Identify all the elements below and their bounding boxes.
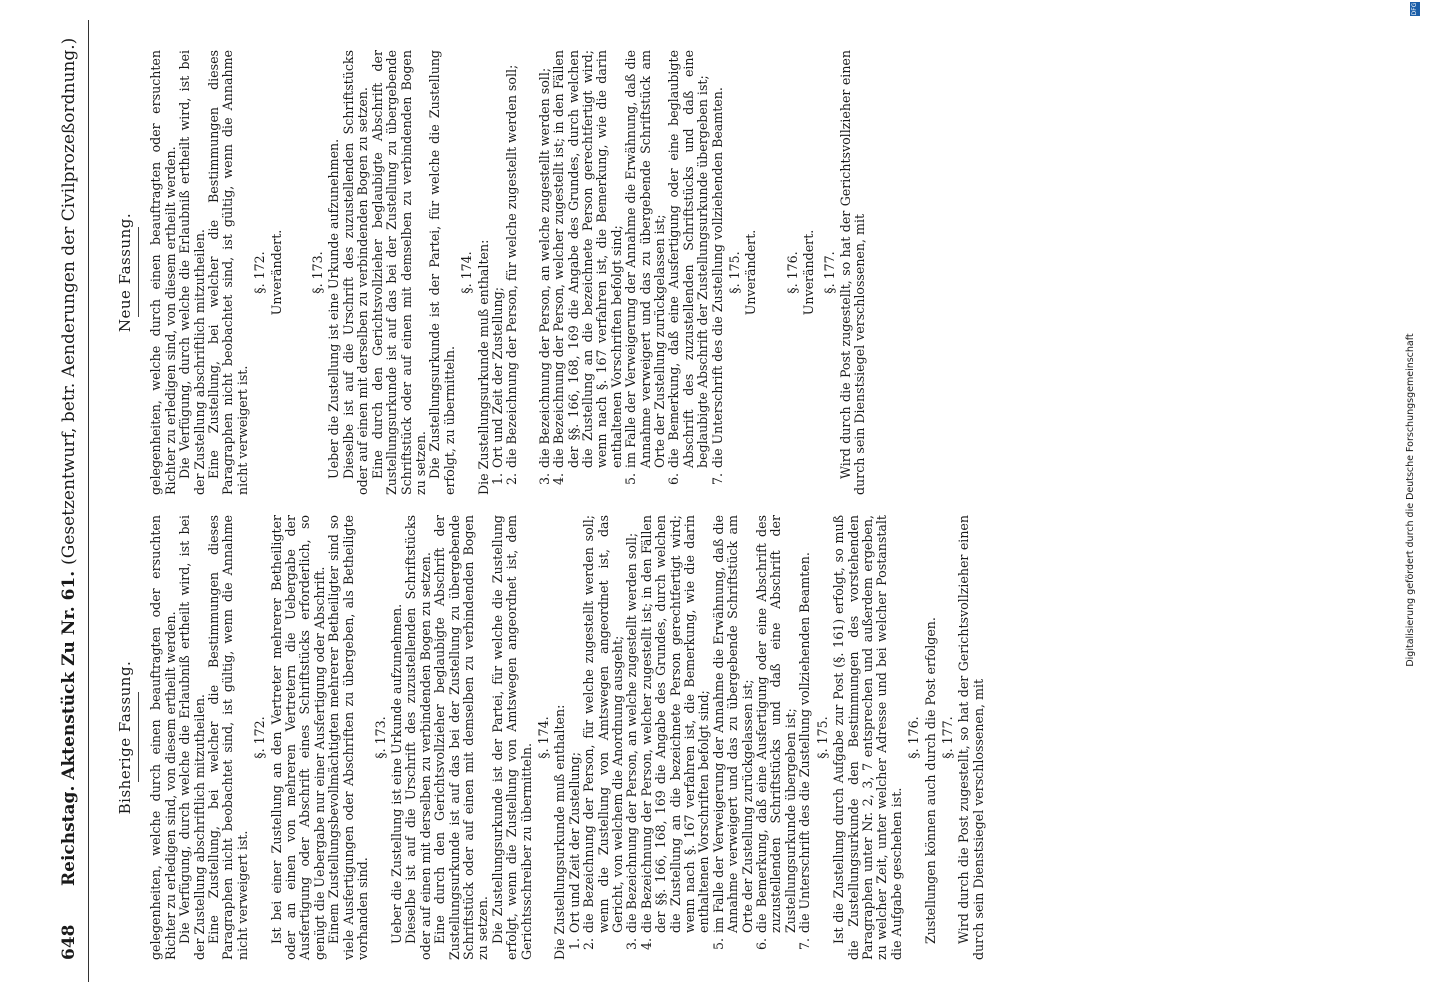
spacer bbox=[765, 50, 783, 495]
list-text: die Bezeichnung der Person, für welche zugestellt werden soll; bbox=[504, 64, 520, 468]
list-item bbox=[568, 515, 582, 960]
section-heading-173: §. 173. bbox=[372, 716, 388, 759]
list-number: 3. bbox=[536, 473, 552, 486]
list-item bbox=[712, 515, 755, 960]
section-heading-175: §. 175. bbox=[727, 251, 743, 294]
section-heading-176: §. 176. bbox=[784, 251, 800, 294]
paragraph: Die Zustellungsurkunde ist der Partei, für welche die Zustellung erfolgt, wenn die Zustellung von Amtswegen angeordnet ist, dem Gerichtsschreiber zu übermitteln. bbox=[489, 515, 534, 960]
list-item bbox=[667, 50, 710, 495]
paragraph: Eine Zustellung, bei welcher die Bestimmungen dieses Paragraphen nicht beobachtet sind, ist gültig, wenn die Annahme nicht verweigert ist. bbox=[206, 515, 250, 960]
list-item bbox=[624, 50, 667, 495]
title-text: Reichstag. Aktenstück Zu Nr. 61. bbox=[59, 570, 79, 886]
list-item bbox=[491, 50, 505, 495]
list-text: die Bezeichnung der Person, an welche zugestellt werden soll; bbox=[624, 532, 640, 933]
list-text: Ort und Zeit der Zustellung; bbox=[489, 287, 505, 468]
list-item bbox=[798, 515, 812, 960]
list-number: 7. bbox=[709, 473, 725, 486]
paragraph: Ueber die Zustellung ist eine Urkunde aufzunehmen. bbox=[388, 603, 404, 944]
list-item bbox=[582, 515, 625, 960]
list-number: 5. bbox=[710, 938, 726, 951]
list-number: 4. bbox=[551, 473, 567, 486]
page-number: 648 bbox=[59, 924, 79, 960]
section-heading-177: §. 177. bbox=[939, 716, 955, 759]
page-header bbox=[55, 37, 85, 960]
section-heading-174: §. 174. bbox=[535, 716, 551, 759]
section-heading-177: §. 177. bbox=[821, 251, 837, 294]
paragraph: Die Zustellungsurkunde ist der Partei, für welche die Zustellung erfolgt, zu übermitteln. bbox=[427, 50, 457, 495]
list-number: 1. bbox=[566, 938, 582, 951]
list-number: 7. bbox=[797, 938, 813, 951]
spacer bbox=[520, 50, 538, 495]
paragraph: gelegenheiten, welche durch einen beauftragten oder ersuchten Richter zu erledigen sind, von diesem ertheilt werden. bbox=[148, 515, 178, 960]
heading-rule bbox=[138, 228, 139, 318]
paragraph: gelegenheiten, welche durch einen beauftragten oder ersuchten Richter zu erledigen sind, von diesem ertheilt werden. bbox=[148, 50, 178, 495]
list-number: 6. bbox=[754, 938, 770, 951]
paragraph: Ist die Zustellung durch Aufgabe zur Post (§. 161) erfolgt, so muß die Zustellungsurkunde den Bestimmungen des vorstehenden Paragraphen unter Nr. 2, 3, 7 entsprechen und außerdem ergeben, zu welcher Zeit, unter welcher Adresse und bei welcher Postanstalt die Aufgabe geschehen ist. bbox=[831, 515, 904, 960]
section-heading-175: §. 175. bbox=[814, 716, 830, 759]
list-number: 4. bbox=[638, 938, 654, 951]
list-item bbox=[538, 50, 552, 495]
paragraph: Eine durch den Gerichtsvollzieher beglaubigte Abschrift der Zustellungsurkunde ist auf das bei der Zustellung zu übergebende Schriftstück oder auf einen mit demselben zu verbindenden Bogen zu setzen. bbox=[432, 515, 491, 960]
paragraph: Die Zustellungsurkunde muß enthalten: bbox=[475, 239, 491, 495]
paragraph: Dieselbe ist auf die Urschrift des zuzustellenden Schriftstücks oder auf einen mit derselben zu verbindenden Bogen zu setzen. bbox=[403, 515, 433, 960]
unchanged-note: Unverändert. bbox=[801, 229, 817, 316]
list-text: die Bemerkung, daß eine Ausfertigung oder eine beglaubigte Abschrift des zuzustellenden Schriftstücks und daß eine beglaubigte Abschrift der Zustellungsurkunde übergeben ist; bbox=[666, 50, 711, 468]
paragraph: Eine Zustellung, bei welcher die Bestimmungen dieses Paragraphen nicht beobachtet sind, ist gültig, wenn die Annahme nicht verweigert ist. bbox=[206, 50, 250, 495]
list-text: Ort und Zeit der Zustellung; bbox=[566, 752, 582, 933]
column-heading-old: Bisherige Fassung. bbox=[116, 660, 134, 815]
paragraph: Ist bei einer Zustellung an den Vertreter mehrerer Betheiligter oder an einen von mehreren Vertretern die Uebergabe der Ausfertigung oder Abschrift eines Schriftstücks erforderlich, so genügt die Uebergabe nur einer Ausfertigung oder Abschrift. bbox=[268, 515, 327, 960]
list-number: 3. bbox=[624, 938, 640, 951]
list-text: die Bemerkung, daß eine Ausfertigung oder eine Abschrift des zuzustellenden Schriftstücks und daß eine Abschrift der Zustellungsurkunde übergeben ist; bbox=[754, 515, 798, 933]
list-item bbox=[755, 515, 798, 960]
header-rule bbox=[88, 20, 89, 982]
list-text: die Bezeichnung der Person, für welche zugestellt werden soll; wenn die Zustellung von Amtswegen angeordnet ist, das Gericht, von welchem die Anordnung ausgeht; bbox=[581, 515, 625, 933]
spacer bbox=[290, 50, 308, 495]
dfg-logo: DFG bbox=[1411, 2, 1418, 16]
paragraph: Die Zustellungsurkunde muß enthalten: bbox=[552, 704, 568, 960]
digitization-note: Digitalisierung gefördert durch die Deutsche Forschungsgemeinschaft bbox=[1405, 333, 1416, 667]
list-number: 2. bbox=[504, 473, 520, 486]
paragraph: Zustellungen können auch durch die Post erfolgen. bbox=[922, 617, 938, 944]
list-number: 6. bbox=[666, 473, 682, 486]
list-number: 2. bbox=[581, 938, 597, 951]
paragraph: Die Verfügung, durch welche die Erlaubniß ertheilt wird, ist bei der Zustellung abschriftlich mitzutheilen. bbox=[177, 50, 207, 495]
paragraph: Einem Zustellungsbevollmächtigten mehrerer Betheiligter sind so viele Ausfertigungen oder Abschriften zu übergeben, als Betheiligte vorhanden sind. bbox=[326, 515, 371, 960]
section-heading-172: §. 172. bbox=[252, 716, 268, 759]
list-number: 5. bbox=[623, 473, 639, 486]
list-item bbox=[625, 515, 639, 960]
paragraph: Die Verfügung, durch welche die Erlaubniß ertheilt wird, ist bei der Zustellung abschriftlich mitzutheilen. bbox=[177, 515, 207, 960]
column-old-version bbox=[118, 515, 986, 960]
list-item bbox=[505, 50, 519, 495]
list-text: im Falle der Verweigerung der Annahme die Erwähnung, daß die Annahme verweigert und das zu übergebende Schriftstück am Orte der Zustellung zurückgelassen ist; bbox=[710, 515, 755, 933]
column-new-version bbox=[118, 50, 868, 495]
section-heading-174: §. 174. bbox=[459, 251, 475, 294]
page-title bbox=[59, 38, 79, 886]
column-heading-new: Neue Fassung. bbox=[116, 212, 134, 333]
paragraph: Eine durch den Gerichtsvollzieher beglaubigte Abschrift der Zustellungsurkunde ist auf das bei der Zustellung zu übergebende Schriftstück oder auf einen mit demselben zu verbindenden Bogen zu setzen. bbox=[369, 50, 428, 495]
paragraph: Dieselbe ist auf die Urschrift des zuzustellenden Schriftstücks oder auf einen mit derselben zu verbindenden Bogen zu setzen. bbox=[340, 50, 371, 495]
unchanged-note: Unverändert. bbox=[268, 229, 284, 316]
list-text: im Falle der Verweigerung der Annahme die Erwähnung, daß die Annahme verweigert und das zu übergebende Schriftstück am Orte der Zustellung zurückgelassen ist; bbox=[623, 50, 667, 468]
list-item bbox=[640, 515, 712, 960]
paragraph: Ueber die Zustellung ist eine Urkunde aufzunehmen. bbox=[326, 138, 342, 479]
paragraph: Wird durch die Post zugestellt, so hat der Gerichtsvollzieher einen durch sein Dienstsiegel verschlossenen, mit bbox=[838, 50, 868, 495]
list-text: die Unterschrift des die Zustellung vollziehenden Beamten. bbox=[797, 552, 813, 933]
list-text: die Unterschrift des die Zustellung vollziehenden Beamten. bbox=[709, 87, 725, 468]
title-subtitle: (Gesetzentwurf, betr. Aenderungen der Civilprozeßordnung.) bbox=[59, 37, 79, 565]
section-heading-176: §. 176. bbox=[906, 716, 922, 759]
list-item bbox=[552, 50, 624, 495]
section-heading-173: §. 173. bbox=[310, 251, 326, 294]
list-text: die Bezeichnung der Person, welcher zugestellt ist; in den Fällen der §§. 166, 168, 169 die Angabe des Grundes, durch welchen die Zustellung an die bezeichnete Person gerechtfertigt wird; wenn nach §. 167 verfahren ist, die Bemerkung, wie die darin enthaltenen Vorschriften befolgt sind; bbox=[638, 515, 712, 933]
list-item bbox=[711, 50, 725, 495]
section-heading-172: §. 172. bbox=[252, 251, 268, 294]
heading-rule bbox=[138, 693, 139, 783]
unchanged-note: Unverändert. bbox=[743, 229, 759, 316]
list-number: 1. bbox=[489, 473, 505, 486]
paragraph: Wird durch die Post zugestellt, so hat der Gerichtsvollzieher einen durch sein Dienstsiegel verschlossenen, mit bbox=[956, 515, 986, 960]
list-text: die Bezeichnung der Person, an welche zugestellt werden soll; bbox=[536, 67, 552, 468]
list-text: die Bezeichnung der Person, welcher zugestellt ist; in den Fällen der §§. 166, 168, 169 die Angabe des Grundes, durch welchen die Zustellung an die bezeichnete Person gerechtfertigt wird; wenn nach §. 167 verfahren ist, die Bemerkung, wie die darin enthaltenen Vorschriften befolgt sind; bbox=[551, 50, 624, 468]
